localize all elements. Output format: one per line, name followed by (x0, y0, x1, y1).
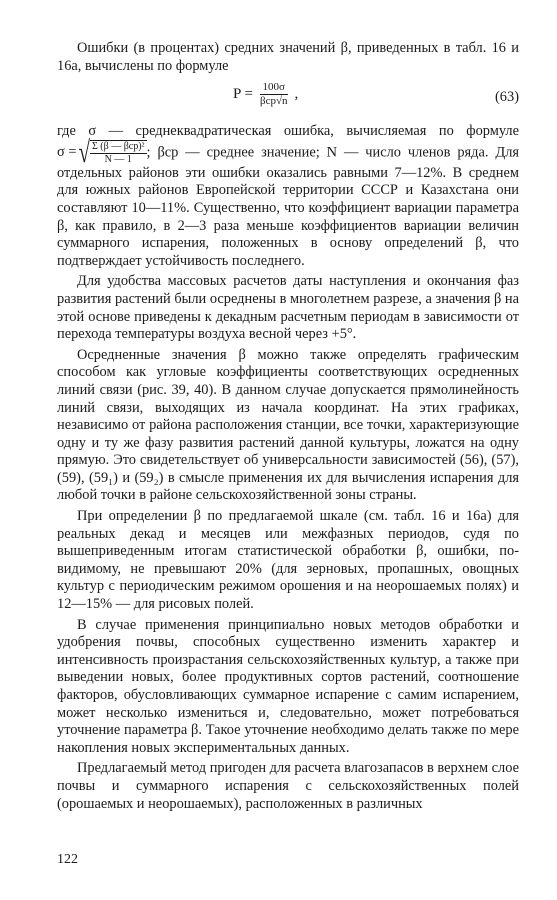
sigma-formula-numerator: Σ (β — βср)² (91, 140, 145, 152)
paragraph-new-methods: В случае применения принципиально новых методов обработки и удобрения почвы, способных существенно изменить характер и интенсивность произрастания сельскохозяйственных культур, а также при выведении новых, более продуктивных сортов растений, соотношение факторов, обусловливающих суммарное испарение с самим испарением, может несколько измениться и, следовательно, может потребоваться уточнение параметра β. Такое уточнение необходимо делать также по мере накопления новых экспериментальных данных. (57, 616, 519, 756)
paragraph-errors: При определении β по предлагаемой шкале (см. табл. 16 и 16а) для реальных декад и месяцев или межфазных периодов, судя по вышеприведенным итогам статистической обработки β, ошибки, по-видимому, не превышают 20% (для зерновых, пропашных, овощных культур с периодическим режимом орошения и на неорошаемых полях) и 12—15% — для рисовых полей. (57, 508, 519, 613)
paragraph-method-applicability: Предлагаемый метод пригоден для расчета влагозапасов в верхнем слое почвы и суммарного испарения с сельскохозяйственных полей (орошаемых и неорошаемых), расположенных в различных (57, 760, 519, 812)
page-number: 122 (57, 852, 78, 867)
radical-sign: √ (78, 135, 91, 169)
paragraph-graphical-method: Осредненные значения β можно также определять графическим способом как угловые коэффициенты соответствующих осредненных линий связи (рис. 39, 40). В данном случае допускается прямолинейность линий связи, выходящих из начала координат. На этих графиках, независимо от района расположения станции, все точки, характеризующие одну и ту же фазу развития растений данной культуры, ложатся на одну прямую. Это свидетельствует об универсальности зависимостей (56), (57), (59), (59₁) и (59₂) в смысле применения их для вычисления испарения для любой точки в районе сельскохозяйственной зоны страны. (57, 346, 519, 504)
sigma-formula-lhs: σ = (57, 143, 77, 160)
paragraph-intro: Ошибки (в процентах) средних значений β, приведенных в табл. 16 и 16а, вычислены по формуле (57, 40, 519, 74)
formula-63-lhs: P = (233, 85, 253, 102)
paragraph-averaging: Для удобства массовых расчетов даты наступления и окончания фаз развития растений были осреднены в многолетнем разрезе, а значения β на этой основе приведены к декадным расчетным периодам в зависимости от перехода температуры воздуха весной через +5°. (57, 273, 519, 343)
sigma-formula (57, 135, 147, 169)
sigma-formula-fraction (90, 140, 147, 166)
sigma-intro-text: где σ — среднеквадратическая ошибка, вычисляемая по формуле (57, 123, 519, 140)
formula-63-numerator: 100σ (260, 81, 288, 95)
paragraph-sigma (57, 123, 519, 270)
formula-63-denominator: βср√n (260, 95, 288, 108)
sigma-rest-text: ; βср — среднее значение; N — число членов ряда. Для отдельных районов эти ошибки оказались равными 7—12%. В среднем для южных районов Европейской территории СССР и Казахстана они составляют 10—11%. Существенно, что коэффициент вариации параметра β, как правило, в 2—3 раза меньше коэффициентов вариации величин суммарного испарения, положенных в основу определений β, что подтверждает устойчивость последнего. (57, 144, 519, 269)
page-body (57, 40, 519, 813)
sigma-formula-denominator: N — 1 (104, 153, 132, 165)
equation-number: (63) (495, 89, 519, 106)
formula-63-tail: , (294, 85, 299, 102)
formula-63-fraction (257, 81, 291, 108)
formula-63 (233, 81, 298, 108)
formula-63-row (57, 79, 519, 121)
